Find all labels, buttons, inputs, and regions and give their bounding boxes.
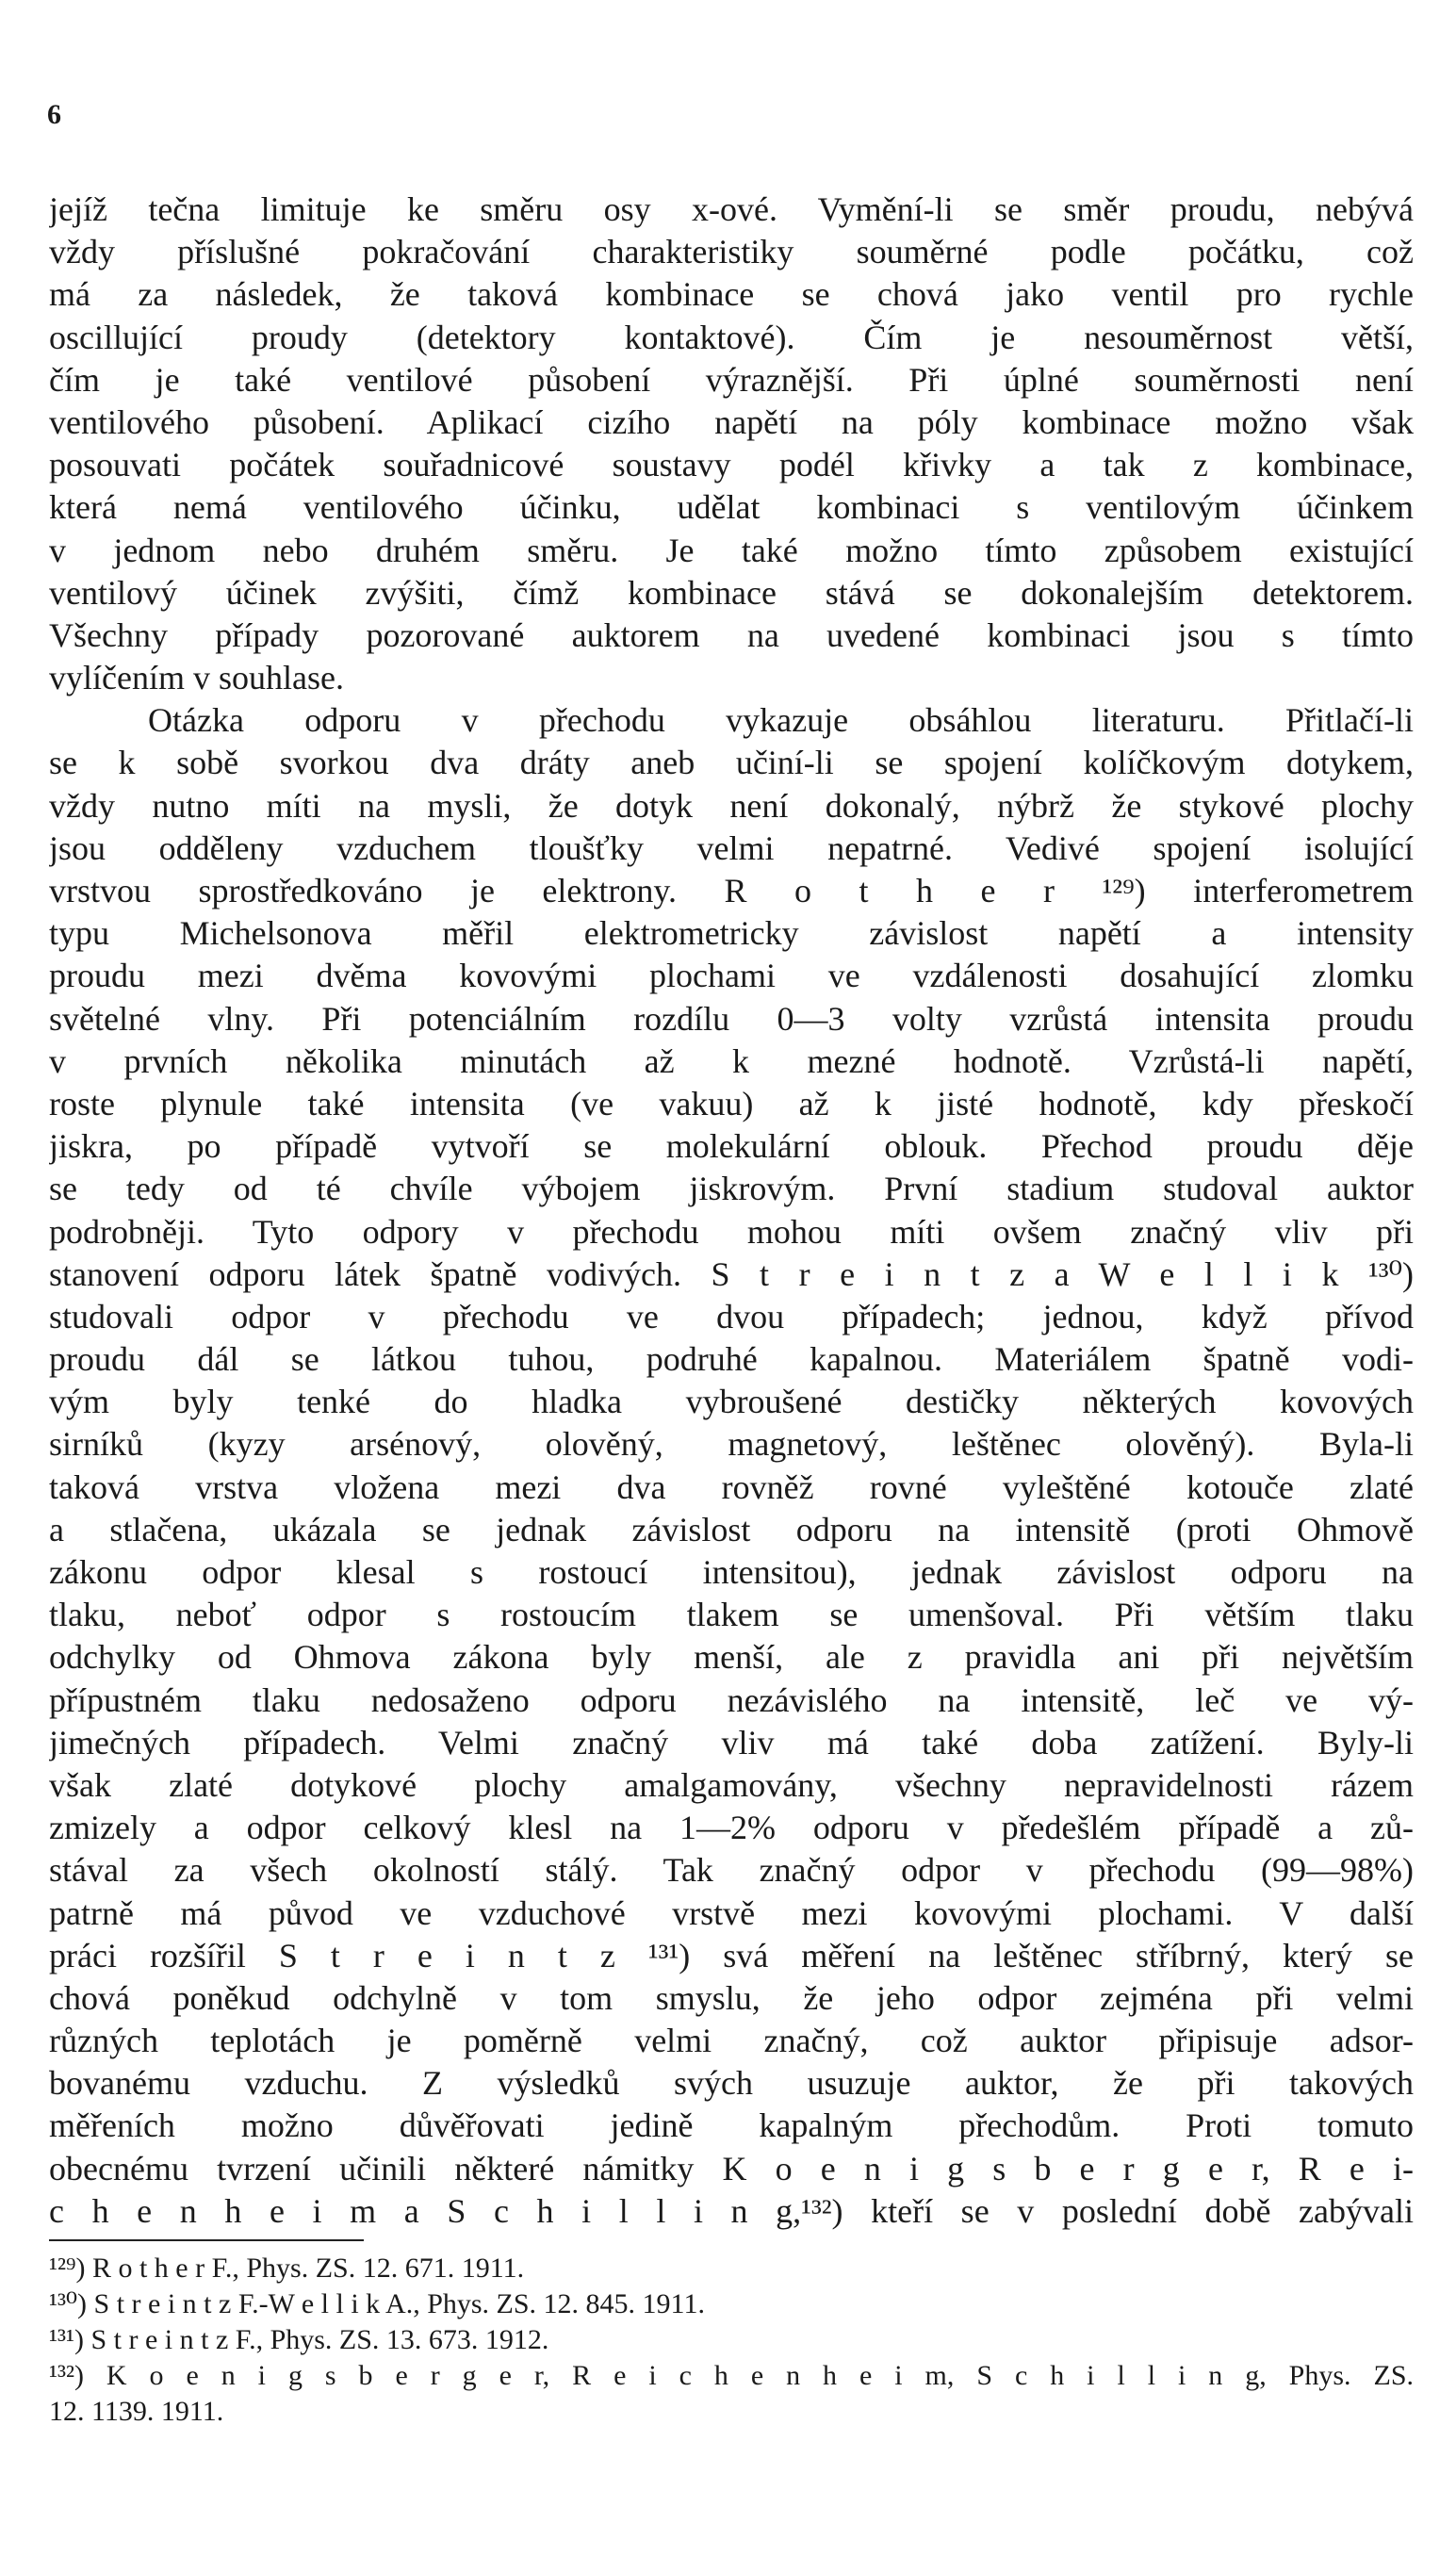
body-line: posouvati počátek souřadnicové soustavy podél křivky a tak z kombinace, xyxy=(49,446,1414,484)
body-line: vým byly tenké do hladka vybroušené destičky některých kovových xyxy=(49,1383,1414,1421)
body-line: se k sobě svorkou dva dráty aneb učiní-li se spojení kolíčkovým dotykem, xyxy=(49,744,1414,782)
body-line: v prvních několika minutách až k mezné hodnotě. Vzrůstá-li napětí, xyxy=(49,1041,1414,1080)
body-line: sirníků (kyzy arsénový, olověný, magnetový, leštěnec olověný). Byla-li xyxy=(49,1425,1414,1464)
body-line: studovali odpor v přechodu ve dvou případech; jednou, když přívod xyxy=(49,1297,1414,1335)
footnote: ¹³²) K o e n i g s b e r g e r, R e i c h e n h e i m, S c h i l l i n g, Phys. ZS. xyxy=(49,2360,1414,2391)
footnotes xyxy=(49,2251,1414,2430)
body-line: má za následek, že taková kombinace se chová jako ventil pro rychle xyxy=(49,275,1414,314)
body-line: měřeních možno důvěřovati jedině kapalným přechodům. Proti tomuto xyxy=(49,2106,1414,2145)
body-line: vždy nutno míti na mysli, že dotyk není dokonalý, nýbrž že stykové plochy xyxy=(49,786,1414,825)
body-line: odchylky od Ohmova zákona byly menší, ale z pravidla ani při největším xyxy=(49,1638,1414,1677)
body-line: světelné vlny. Při potenciálním rozdílu 0—3 volty vzrůstá intensita proudu xyxy=(49,999,1414,1038)
body-line: se tedy od té chvíle výbojem jiskrovým. První stadium studoval auktor xyxy=(49,1170,1414,1208)
body-line: ventilový účinek zvýšiti, čímž kombinace stává se dokonalejším detektorem. xyxy=(49,573,1414,612)
body-line: však zlaté dotykové plochy amalgamovány, všechny nepravidelnosti rázem xyxy=(49,1765,1414,1804)
body-line: zákonu odpor klesal s rostoucí intensitou), jednak závislost odporu na xyxy=(49,1553,1414,1591)
body-line: v jednom nebo druhém směru. Je také možno tímto způsobem existující xyxy=(49,531,1414,569)
footnote: ¹³⁰) S t r e i n t z F.-W e l l i k A., Phys. ZS. 12. 845. 1911. xyxy=(49,2288,705,2319)
body-line: jiskra, po případě vytvoří se molekulární oblouk. Přechod proudu děje xyxy=(49,1127,1414,1166)
footnote: ¹³¹) S t r e i n t z F., Phys. ZS. 13. 673. 1912. xyxy=(49,2324,549,2355)
body-line: taková vrstva vložena mezi dva rovněž rovné vyleštěné kotouče zlaté xyxy=(49,1467,1414,1506)
body-line: přípustném tlaku nedosaženo odporu nezávislého na intensitě, leč ve vý- xyxy=(49,1680,1414,1719)
page-number: 6 xyxy=(47,99,61,130)
body-line: tlaku, neboť odpor s rostoucím tlakem se umenšoval. Při větším tlaku xyxy=(49,1596,1414,1634)
body-line: roste plynule také intensita (ve vakuu) až k jisté hodnotě, kdy přeskočí xyxy=(49,1084,1414,1122)
body-line: ventilového působení. Aplikací cizího napětí na póly kombinace možno však xyxy=(49,402,1414,441)
body-line: práci rozšířil S t r e i n t z ¹³¹) svá měření na leštěnec stříbrný, který se xyxy=(49,1936,1414,1974)
body-line: obecnému tvrzení učinili některé námitky K o e n i g s b e r g e r, R e i- xyxy=(49,2149,1414,2187)
body-line: c h e n h e i m a S c h i l l i n g,¹³²) kteří se v poslední době zabývali xyxy=(49,2191,1414,2230)
body-line: proudu dál se látkou tuhou, podruhé kapalnou. Materiálem špatně vodi- xyxy=(49,1340,1414,1379)
body-line: patrně má původ ve vzduchové vrstvě mezi kovovými plochami. V další xyxy=(49,1893,1414,1932)
body-line: typu Michelsonova měřil elektrometricky závislost napětí a intensity xyxy=(49,914,1414,953)
body-line: stanovení odporu látek špatně vodivých. S t r e i n t z a W e l l i k ¹³⁰) xyxy=(49,1254,1414,1293)
body-line: jimečných případech. Velmi značný vliv má také doba zatížení. Byly-li xyxy=(49,1723,1414,1761)
body-line: jsou odděleny vzduchem tloušťky velmi nepatrné. Vedivé spojení isolující xyxy=(49,828,1414,867)
footnote: ¹²⁹) R o t h e r F., Phys. ZS. 12. 671. 1911. xyxy=(49,2253,525,2284)
footnote-continuation: 12. 1139. 1911. xyxy=(49,2396,224,2427)
footnote-divider xyxy=(49,2239,364,2241)
body-text xyxy=(49,188,1414,2233)
body-line: čím je také ventilové působení výraznější. Při úplné souměrnosti není xyxy=(49,360,1414,399)
body-line: podrobněji. Tyto odpory v přechodu mohou míti ovšem značný vliv při xyxy=(49,1212,1414,1251)
body-line: a stlačena, ukázala se jednak závislost odporu na intensitě (proti Ohmově xyxy=(49,1510,1414,1548)
body-line: různých teplotách je poměrně velmi značný, což auktor připisuje adsor- xyxy=(49,2022,1414,2060)
body-line: proudu mezi dvěma kovovými plochami ve vzdálenosti dosahující zlomku xyxy=(49,957,1414,995)
body-line: Všechny případy pozorované auktorem na uvedené kombinaci jsou s tímto xyxy=(49,615,1414,654)
body-line: zmizely a odpor celkový klesl na 1—2% odporu v předešlém případě a zů- xyxy=(49,1809,1414,1847)
body-line: vždy příslušné pokračování charakteristiky souměrné podle počátku, což xyxy=(49,233,1414,271)
body-line: která nemá ventilového účinku, udělat kombinaci s ventilovým účinkem xyxy=(49,488,1414,527)
body-line: vrstvou sprostředkováno je elektrony. R o t h e r ¹²⁹) interferometrem xyxy=(49,872,1414,909)
body-line: jejíž tečna limituje ke směru osy x-ové. Vymění-li se směr proudu, nebývá xyxy=(49,190,1414,228)
body-line: bovanému vzduchu. Z výsledků svých usuzuje auktor, že při takových xyxy=(49,2064,1414,2103)
body-line: stával za všech okolností stálý. Tak značný odpor v přechodu (99—98%) xyxy=(49,1851,1414,1890)
body-line: chová poněkud odchylně v tom smyslu, že jeho odpor zejména při velmi xyxy=(49,1978,1414,2017)
body-line: oscillující proudy (detektory kontaktové). Čím je nesouměrnost větší, xyxy=(49,318,1414,356)
paragraph-start-line: Otázka odporu v přechodu vykazuje obsáhlou literaturu. Přitlačí-li xyxy=(148,701,1414,740)
paragraph-end-line: vylíčením v souhlase. xyxy=(49,659,344,697)
